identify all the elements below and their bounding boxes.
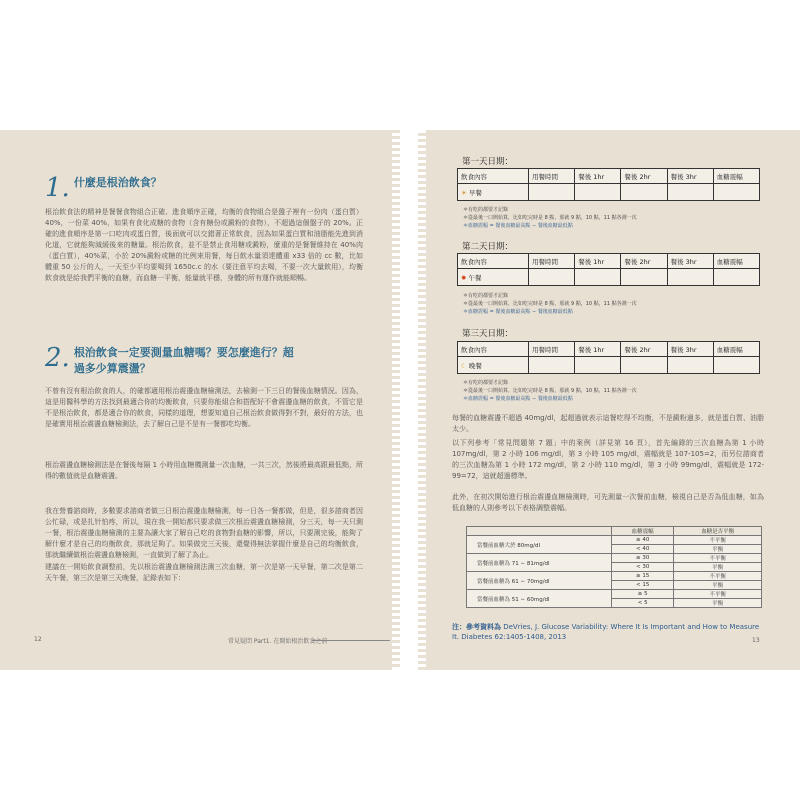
header-3hr: 餐後 3hr: [667, 342, 713, 357]
amplitude-paragraph: 每餐的血糖震盪不超過 40mg/dl，起超過就表示這餐吃得不均衡，不是澱粉過多，就是蛋白質、油脂太少。: [452, 414, 764, 433]
reference-label: 注：參考資料為: [452, 623, 501, 631]
header-meal-time: 用餐時間: [529, 342, 575, 357]
header-amplitude: 血糖震幅: [713, 169, 759, 184]
section-2-title: 根治飲食一定要測量血糖嗎？要怎麼進行？超過多少算震盪？: [73, 346, 294, 375]
section-1-title: 什麼是根治飲食？: [73, 176, 162, 189]
section-1-body: 根治飲食法的精神是餐餐食物組合正確、進食順序正確，均衡的食物組合是盤子裡有一份肉（蛋白質）40%，一份菜 40%，如果有食化成糖的食物（含有糖份或澱粉的食物），不超過這個盤子的 20%。正確的進食順序是第一口吃肉或蛋白質，後面就可以交錯著正常飲食，因為如果蛋白質和油脂能先進到消化道，它就能夠減緩後來的糖量。根治飲食，並不是禁止食用糖或澱粉，麼重的是餐餐維持在 40%肉（蛋白質），40%菜，小於 20%澱粉或糖的比例來用餐，每日飲水量須達體重 x33 倍的 cc 數，比如體重 50 公斤的人，一天至少平均要喝到 1650c.c 的水（要注意平均去喝，不要一次大量飲用），均衡飲食就是給我們平衡的血糖，而血糖一平衡，能量就平穩，身體的所有運作就能順暢。: [45, 208, 363, 282]
amp-cell: < 15: [612, 581, 674, 590]
condition-cell: 當餐前血糖為 51 ∼ 60mg/dl: [467, 590, 612, 608]
day-2-date-label: 第二天日期：: [462, 242, 514, 252]
section-2-number: 2.: [45, 343, 70, 373]
day-1-record-table: [457, 168, 760, 201]
day-1-date-label: 第一天日期：: [462, 157, 514, 167]
reference-citation: DeVries, J. Glucose Variability: Where It Is Important and How to Measure It. Diabetes 62:1405-1408, 2013: [452, 623, 760, 641]
amp-cell: ≥ 5: [612, 590, 674, 599]
section-1-number: 1.: [45, 173, 70, 203]
footer-rule: [312, 640, 390, 641]
section-2-paragraph-1: 不曾有沒有根治飲食的人，的確都適用根治震盪血糖檢測法，去檢測一下三日的餐後血糖情況。因為，這是用醫科學的方法找到最適合你的均衡飲食，只要你能組合和搭配好不會震盪血糖的飲食，不管它是不是根治飲食，都是適合你的飲食，同樣的道理，想要知道自己根治飲食做得對不對，最好的方法，也是確實用根治震盪血糖檢測法，去了解自己是不是有一餐都吃均衡。: [45, 387, 363, 428]
section-2-paragraph-4: 建議在一開始飲食調整前，先以根治震盪血糖檢測法測三次血糖，第一次是第一天早餐，第二次是第二天午餐，第三次是第三天晚餐，記錄表如下：: [45, 563, 363, 582]
header-meal-time: 用餐時間: [529, 169, 575, 184]
cell[interactable]: [575, 184, 621, 201]
day-2-record-table: [457, 253, 760, 286]
meal-label: 早餐: [468, 188, 482, 197]
note-record: ＊有吃的都要才記錄: [463, 293, 509, 299]
header-balance: 血糖是否平衡: [674, 527, 762, 536]
section-2-heading: [45, 345, 304, 377]
day-1-notes: [463, 206, 637, 230]
cell[interactable]: [621, 357, 667, 374]
sun-icon: ✹: [461, 273, 467, 282]
note-timing: ＊從最後一口開始算，比如吃完時是 8 點，那就 9 點，10 點，11 點各測一次: [463, 388, 637, 394]
amp-cell: < 40: [612, 545, 674, 554]
balance-cell: 平衡: [674, 599, 762, 608]
cell[interactable]: [529, 269, 575, 286]
reference-note: [452, 622, 764, 642]
note-timing: ＊從最後一口開始算，比如吃完時是 8 點，那就 9 點，10 點，11 點各測一次: [463, 215, 637, 221]
header-3hr: 餐後 3hr: [667, 169, 713, 184]
running-head: 常見疑問 Part1. 在開始根治飲食之前: [228, 638, 328, 645]
balance-cell: 平衡: [674, 563, 762, 572]
meal-label: 午餐: [468, 273, 482, 282]
torn-edge: [418, 130, 426, 670]
meal-label: 晚餐: [468, 361, 482, 370]
cell[interactable]: [713, 184, 759, 201]
note-record: ＊有吃的都要才記錄: [463, 207, 509, 213]
amp-cell: < 5: [612, 599, 674, 608]
header-amp: 血糖震幅: [612, 527, 674, 536]
header-amplitude: 血糖震幅: [713, 254, 759, 269]
header-1hr: 餐後 1hr: [575, 254, 621, 269]
amp-cell: ≥ 15: [612, 572, 674, 581]
day-3-date-label: 第三天日期：: [462, 329, 514, 339]
balance-cell: 平衡: [674, 545, 762, 554]
header-food: 飲食內容: [458, 254, 529, 269]
glucose-balance-table: [466, 526, 762, 608]
header-food: 飲食內容: [458, 169, 529, 184]
header-2hr: 餐後 2hr: [621, 169, 667, 184]
amp-cell: ≥ 30: [612, 554, 674, 563]
torn-edge: [392, 130, 400, 670]
meal-cell: [458, 184, 529, 201]
section-2-paragraph-3: 我在營養諮商時，多數要求諮商者做三日根治震盪血糖檢測，每一日各一餐都做，但是，很多諮商者因公忙碌，或是扎针怕疼，所以，現在我一開始都只要求做三次根治震盪血糖檢測，分三天，每一天只測一餐，根治震盪血糖檢測的主要為讓大家了解自己吃的食物對血糖的影響，所以，只要測完後，能夠了解什麼才是自己的均衡飲食，那就足夠了。如果做完三天後，還覺得無法掌握什麼是自己的均衡飲食，那就繼續做根治震盪血糖檢測，一直做到了解了為止。: [45, 507, 363, 559]
cell[interactable]: [621, 184, 667, 201]
header-food: 飲食內容: [458, 342, 529, 357]
cell[interactable]: [529, 357, 575, 374]
header-3hr: 餐後 3hr: [667, 254, 713, 269]
note-record: ＊有吃的都要才記錄: [463, 380, 509, 386]
cell[interactable]: [621, 269, 667, 286]
cell[interactable]: [667, 357, 713, 374]
balance-cell: 平衡: [674, 581, 762, 590]
header-2hr: 餐後 2hr: [621, 342, 667, 357]
page-number: 13: [752, 637, 760, 644]
meal-cell: [458, 357, 529, 374]
condition-cell: 當餐前血糖為 61 ∼ 70mg/dl: [467, 572, 612, 590]
condition-cell: 當餐前血糖為 71 ∼ 81mg/dl: [467, 554, 612, 572]
header-2hr: 餐後 2hr: [621, 254, 667, 269]
low-glucose-paragraph: 此外，在初次開始進行根治震盪血糖檢測時，可先測量一次餐前血糖，檢視自己是否為低血糖，如為低血糖的人則參考以下表格調整震幅。: [452, 493, 764, 512]
cell[interactable]: [667, 184, 713, 201]
balance-cell: 不平衡: [674, 590, 762, 599]
balance-cell: 不平衡: [674, 572, 762, 581]
header-meal-time: 用餐時間: [529, 254, 575, 269]
day-2-notes: [463, 292, 637, 316]
header-amplitude: 血糖震幅: [713, 342, 759, 357]
day-3-record-table: [457, 341, 760, 374]
note-amplitude: ＊血糖震幅 = 餐後血糖最高點 − 餐後血糖最低點: [463, 223, 573, 229]
header-1hr: 餐後 1hr: [575, 342, 621, 357]
cell[interactable]: [575, 357, 621, 374]
balance-cell: 不平衡: [674, 554, 762, 563]
header-1hr: 餐後 1hr: [575, 169, 621, 184]
cell[interactable]: [529, 184, 575, 201]
sunrise-icon: ☀: [461, 188, 467, 197]
cell[interactable]: [575, 269, 621, 286]
balance-cell: 不平衡: [674, 536, 762, 545]
condition-cell: 當餐前血糖大於 80mg/dl: [467, 536, 612, 554]
amp-cell: < 30: [612, 563, 674, 572]
note-amplitude: ＊血糖震幅 = 餐後血糖最高點 − 餐後血糖最低點: [463, 309, 573, 315]
cell[interactable]: [713, 269, 759, 286]
meal-cell: [458, 269, 529, 286]
moon-icon: ☾: [461, 361, 467, 370]
corner-cell: [467, 527, 612, 536]
cell[interactable]: [713, 357, 759, 374]
note-timing: ＊從最後一口開始算，比如吃完時是 8 點，那就 9 點，10 點，11 點各測一次: [463, 301, 637, 307]
book-spine: [400, 130, 418, 670]
cell[interactable]: [667, 269, 713, 286]
page-number: 12: [34, 636, 42, 643]
note-amplitude: ＊血糖震幅 = 餐後血糖最高點 − 餐後血糖最低點: [463, 396, 573, 402]
amp-cell: ≥ 40: [612, 536, 674, 545]
section-2-paragraph-2: 根治震盪血糖檢測法是在餐後每隔 1 小時用血糖機測量一次血糖，一共三次，然後將最高跟最低點，所得的數值就是血糖震盪。: [45, 461, 363, 480]
example-paragraph: 以下列參考「常見問題第 7 題」中的案例（詳見第 16 頁），首先編錄的三次血糖為第 1 小時 107mg/dl，第 2 小時 106 mg/dl，第 3 小時 105 mg/dl，震幅就是 107-105=2，而另位諮商者的三次血糖為第 1 小時 172 mg/dl，第 2 小時 110 mg/dl，第 3 小時 99mg/dl，震幅就是 172-99=72，這就超過標準。: [452, 439, 764, 480]
day-3-notes: [463, 379, 637, 403]
section-1-heading: [45, 175, 162, 201]
